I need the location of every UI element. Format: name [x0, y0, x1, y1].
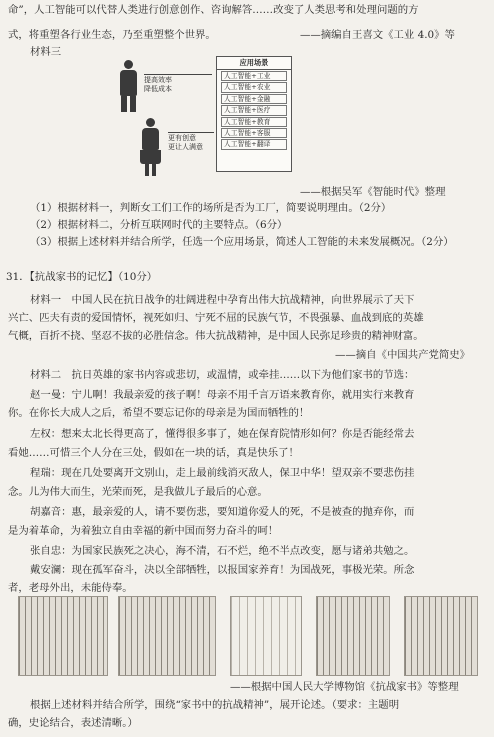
letter-excerpt: 是为着革命，为着独立自由幸福的新中国而努力奋斗的呵！ — [8, 525, 279, 537]
question-item: （2）根据材料二，分析互联网时代的主要特点。（6分） — [30, 219, 288, 231]
scene-item: 人工智能+医疗 — [221, 105, 287, 115]
letter-excerpt: 张自忠：为国家民族死之决心，海不清，石不烂，绝不半点改变，愿与诸弟共勉之。 — [30, 545, 415, 557]
creativity-label: 更有创意 更让人满意 — [168, 132, 214, 152]
letter-photo — [118, 596, 216, 676]
letter-excerpt: 者，老母外出，未能侍奉。 — [8, 582, 133, 594]
letter-excerpt: 你。在你长大成人之后，希望不要忘记你的母亲是为国而牺牲的！ — [8, 407, 310, 419]
question-heading: 31．【抗战家书的记忆】（10分） — [6, 271, 158, 283]
material-line: 兴亡、匹夫有责的爱国情怀，视死如归、宁死不屈的民族气节，不畏强暴、血战到底的英雄 — [8, 312, 424, 324]
letter-excerpt: 左权：想来太北长得更高了，懂得很多事了，她在保育院情形如何？你是否能经常去 — [30, 428, 415, 440]
material-line: 气概，百折不挠、坚忍不拔的必胜信念。伟大抗战精神，是中国人民弥足珍贵的精神财富。 — [8, 330, 424, 342]
scene-item: 人工智能+农业 — [221, 82, 287, 92]
question-item: （3）根据上述材料并结合所学，任选一个应用场景，简述人工智能的未来发展概况。（2分） — [30, 236, 454, 248]
source-citation: ——根据中国人民大学博物馆《抗战家书》等整理 — [230, 681, 459, 693]
letters-images — [18, 596, 476, 674]
letter-excerpt: 念。儿为伟大而生，光荣而死，是我做儿子最后的心意。 — [8, 486, 268, 498]
scene-item: 人工智能+工业 — [221, 71, 287, 81]
scene-item: 人工智能+翻译 — [221, 139, 287, 149]
material-heading: 材料三 — [30, 46, 62, 58]
question-item: （1）根据材料一，判断女工们工作的场所是否为工厂，简要说明理由。（2分） — [30, 202, 392, 214]
source-citation: ——摘编自王喜文《工业 4.0》等 — [300, 29, 455, 41]
letter-excerpt: 赵一曼：宁儿啊！我最亲爱的孩子啊！母亲不用千言万语来教育你，就用实行来教育 — [30, 389, 415, 401]
task-instruction: 根据上述材料并结合所学，围绕“家书中的抗战精神”，展开论述。（要求：主题明 — [30, 699, 400, 711]
task-instruction: 确，史论结合，表述清晰。） — [8, 717, 138, 729]
text-line: 式，将重塑各行业生态，乃至重塑整个世界。 — [8, 29, 216, 41]
scene-item: 人工智能+客服 — [221, 128, 287, 138]
scene-item: 人工智能+教育 — [221, 117, 287, 127]
letter-photo — [230, 596, 302, 676]
application-scenes-box — [216, 56, 292, 172]
text-line: 命”，人工智能可以代替人类进行创意创作、咨询解答……改变了人类思考和处理问题的方 — [8, 4, 419, 16]
letter-excerpt: 胡嘉音：惠，最亲爱的人，请不要伤悲，要知道你爱人的死，不是被查的抛弃你，而 — [30, 506, 415, 518]
ai-application-figure — [110, 56, 350, 178]
source-citation: ——摘自《中国共产党简史》 — [335, 349, 471, 361]
material-line: 材料二 抗日英雄的家书内容或悲切，或温情，或牵挂……以下为他们家书的节选： — [30, 369, 415, 381]
material-line: 材料一 中国人民在抗日战争的壮阔进程中孕育出伟大抗战精神，向世界展示了天下 — [30, 294, 415, 306]
letter-excerpt: 戴安澜：现在孤军奋斗，决以全部牺牲，以报国家养育！为国战死，事极光荣。所念 — [30, 564, 415, 576]
scene-item: 人工智能+金融 — [221, 94, 287, 104]
letter-photo — [18, 596, 108, 676]
source-citation: ——根据吴军《智能时代》整理 — [300, 186, 446, 198]
scenes-title: 应用场景 — [217, 57, 291, 70]
letter-excerpt: 程瑞：现在几处要离开文别山，走上最前线消灭敌人，保卫中华！望双亲不要悲伤挂 — [30, 467, 415, 479]
letter-photo — [404, 596, 478, 676]
efficiency-label: 提高效率 降低成本 — [144, 74, 212, 94]
letter-photo — [316, 596, 390, 676]
letter-excerpt: 看她……可惜三个人分在三处，假如在一块的话，真是快乐了！ — [8, 447, 299, 459]
